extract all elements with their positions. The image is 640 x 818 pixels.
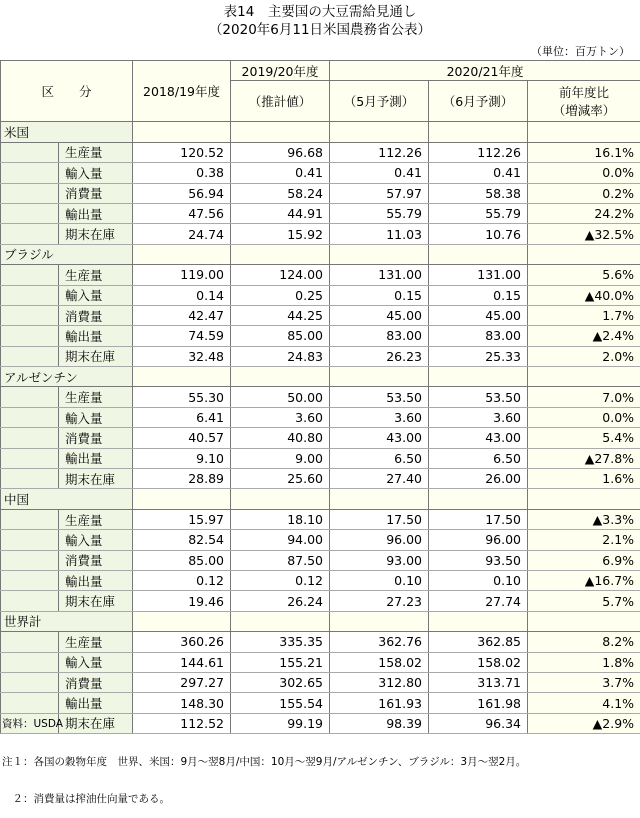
value-cell-v4: 6.50: [429, 448, 528, 468]
empty-cell: [231, 244, 330, 264]
value-cell-v1: 360.26: [133, 632, 231, 652]
table-row: [1, 591, 640, 611]
note-source: 資料：USDA: [2, 718, 526, 731]
value-cell-v3: 158.02: [330, 652, 429, 672]
indent-cell: [1, 530, 59, 550]
indent-cell: [1, 428, 59, 448]
indent-cell: [1, 265, 59, 285]
table-row: [1, 265, 640, 285]
empty-cell: [133, 611, 231, 631]
value-cell-v5: 4.1%: [528, 693, 640, 713]
indent-cell: [1, 346, 59, 366]
header-change: [528, 81, 640, 122]
indent-cell: [1, 224, 59, 244]
item-label: 生産量: [59, 265, 133, 285]
value-cell-v5: ▲2.9%: [528, 713, 640, 733]
table-title: 表14 主要国の大豆需給見通し: [0, 3, 640, 21]
item-label: 輸出量: [59, 448, 133, 468]
indent-cell: [1, 672, 59, 692]
item-label: 輸出量: [59, 693, 133, 713]
value-cell-v4: 25.33: [429, 346, 528, 366]
header-2019: 2019/20年度: [231, 61, 330, 81]
indent-cell: [1, 550, 59, 570]
empty-cell: [429, 611, 528, 631]
value-cell-v2: 24.83: [231, 346, 330, 366]
value-cell-v1: 56.94: [133, 183, 231, 203]
note-1: 注１：各国の穀物年度 世界、米国：9月～翌8月/中国：10月～翌9月/アルゼンチン、ブラジル：3月～翌2月。: [2, 756, 526, 769]
value-cell-v4: 55.79: [429, 203, 528, 223]
soybean-supply-table: [0, 60, 640, 734]
value-cell-v4: 112.26: [429, 142, 528, 162]
value-cell-v5: 1.8%: [528, 652, 640, 672]
item-label: 期末在庫: [59, 346, 133, 366]
note-2: ２：消費量は搾油仕向量である。: [2, 793, 526, 806]
value-cell-v5: ▲27.8%: [528, 448, 640, 468]
value-cell-v4: 10.76: [429, 224, 528, 244]
value-cell-v1: 0.14: [133, 285, 231, 305]
value-cell-v5: 3.7%: [528, 672, 640, 692]
value-cell-v5: ▲3.3%: [528, 509, 640, 529]
header-2019-estimate: （推計値）: [231, 81, 330, 122]
indent-cell: [1, 591, 59, 611]
value-cell-v4: 45.00: [429, 305, 528, 325]
value-cell-v2: 58.24: [231, 183, 330, 203]
value-cell-v2: 3.60: [231, 407, 330, 427]
value-cell-v1: 0.38: [133, 163, 231, 183]
empty-cell: [429, 367, 528, 387]
value-cell-v2: 335.35: [231, 632, 330, 652]
value-cell-v3: 3.60: [330, 407, 429, 427]
country-row: [1, 611, 640, 631]
item-label: 輸出量: [59, 326, 133, 346]
item-label: 期末在庫: [59, 224, 133, 244]
value-cell-v5: ▲16.7%: [528, 570, 640, 590]
item-label: 輸入量: [59, 407, 133, 427]
table-row: [1, 550, 640, 570]
value-cell-v5: 8.2%: [528, 632, 640, 652]
empty-cell: [330, 122, 429, 142]
value-cell-v5: 5.7%: [528, 591, 640, 611]
header-change-label: 前年度比: [528, 83, 640, 101]
value-cell-v1: 9.10: [133, 448, 231, 468]
empty-cell: [429, 122, 528, 142]
empty-cell: [429, 489, 528, 509]
value-cell-v5: 1.7%: [528, 305, 640, 325]
header-change-sub: （増減率）: [528, 101, 640, 119]
value-cell-v4: 131.00: [429, 265, 528, 285]
value-cell-v4: 313.71: [429, 672, 528, 692]
table-row: [1, 326, 640, 346]
empty-cell: [231, 367, 330, 387]
value-cell-v4: 83.00: [429, 326, 528, 346]
indent-cell: [1, 632, 59, 652]
value-cell-v3: 17.50: [330, 509, 429, 529]
table-row: [1, 469, 640, 489]
empty-cell: [429, 244, 528, 264]
value-cell-v2: 85.00: [231, 326, 330, 346]
indent-cell: [1, 469, 59, 489]
value-cell-v2: 26.24: [231, 591, 330, 611]
indent-cell: [1, 305, 59, 325]
value-cell-v2: 9.00: [231, 448, 330, 468]
value-cell-v2: 94.00: [231, 530, 330, 550]
value-cell-v2: 155.21: [231, 652, 330, 672]
table-body: [1, 122, 640, 734]
value-cell-v1: 40.57: [133, 428, 231, 448]
value-cell-v2: 40.80: [231, 428, 330, 448]
value-cell-v3: 57.97: [330, 183, 429, 203]
value-cell-v3: 11.03: [330, 224, 429, 244]
indent-cell: [1, 163, 59, 183]
country-row: [1, 489, 640, 509]
item-label: 輸入量: [59, 163, 133, 183]
value-cell-v1: 144.61: [133, 652, 231, 672]
country-row: [1, 122, 640, 142]
table-row: [1, 224, 640, 244]
value-cell-v3: 0.15: [330, 285, 429, 305]
table-row: [1, 448, 640, 468]
value-cell-v2: 124.00: [231, 265, 330, 285]
value-cell-v3: 112.26: [330, 142, 429, 162]
value-cell-v2: 0.25: [231, 285, 330, 305]
empty-cell: [330, 367, 429, 387]
header-category: 区 分: [1, 61, 133, 122]
value-cell-v4: 96.00: [429, 530, 528, 550]
value-cell-v4: 161.98: [429, 693, 528, 713]
unit-label: （単位：百万トン）: [531, 43, 630, 59]
value-cell-v1: 148.30: [133, 693, 231, 713]
table-row: [1, 509, 640, 529]
item-label: 消費量: [59, 183, 133, 203]
value-cell-v4: 93.50: [429, 550, 528, 570]
empty-cell: [231, 489, 330, 509]
indent-cell: [1, 326, 59, 346]
table-row: [1, 183, 640, 203]
value-cell-v3: 93.00: [330, 550, 429, 570]
value-cell-v1: 112.52: [133, 713, 231, 733]
value-cell-v4: 0.10: [429, 570, 528, 590]
empty-cell: [231, 122, 330, 142]
indent-cell: [1, 570, 59, 590]
value-cell-v1: 82.54: [133, 530, 231, 550]
table-row: [1, 305, 640, 325]
country-name: アルゼンチン: [1, 367, 133, 387]
value-cell-v3: 96.00: [330, 530, 429, 550]
value-cell-v2: 15.92: [231, 224, 330, 244]
item-label: 期末在庫: [59, 591, 133, 611]
value-cell-v5: 5.6%: [528, 265, 640, 285]
item-label: 輸入量: [59, 652, 133, 672]
value-cell-v4: 158.02: [429, 652, 528, 672]
value-cell-v5: 6.9%: [528, 550, 640, 570]
value-cell-v2: 0.41: [231, 163, 330, 183]
table-row: [1, 672, 640, 692]
value-cell-v4: 17.50: [429, 509, 528, 529]
indent-cell: [1, 448, 59, 468]
item-label: 輸出量: [59, 203, 133, 223]
value-cell-v2: 87.50: [231, 550, 330, 570]
table-row: [1, 203, 640, 223]
value-cell-v4: 3.60: [429, 407, 528, 427]
table-row: [1, 428, 640, 448]
empty-cell: [133, 367, 231, 387]
value-cell-v5: 2.0%: [528, 346, 640, 366]
table-row: [1, 163, 640, 183]
value-cell-v3: 6.50: [330, 448, 429, 468]
indent-cell: [1, 387, 59, 407]
empty-cell: [528, 122, 640, 142]
country-name: 世界計: [1, 611, 133, 631]
empty-cell: [330, 611, 429, 631]
table-subtitle: （2020年6月11日米国農務省公表）: [0, 21, 640, 39]
item-label: 期末在庫: [59, 469, 133, 489]
value-cell-v1: 28.89: [133, 469, 231, 489]
value-cell-v3: 161.93: [330, 693, 429, 713]
value-cell-v3: 0.41: [330, 163, 429, 183]
table-row: [1, 530, 640, 550]
value-cell-v1: 47.56: [133, 203, 231, 223]
value-cell-v2: 18.10: [231, 509, 330, 529]
value-cell-v5: 0.0%: [528, 163, 640, 183]
table-row: [1, 142, 640, 162]
item-label: 消費量: [59, 550, 133, 570]
value-cell-v1: 24.74: [133, 224, 231, 244]
country-row: [1, 367, 640, 387]
header-2020: 2020/21年度: [330, 61, 640, 81]
value-cell-v1: 74.59: [133, 326, 231, 346]
value-cell-v3: 53.50: [330, 387, 429, 407]
value-cell-v4: 26.00: [429, 469, 528, 489]
indent-cell: [1, 407, 59, 427]
empty-cell: [330, 244, 429, 264]
indent-cell: [1, 652, 59, 672]
value-cell-v3: 83.00: [330, 326, 429, 346]
value-cell-v4: 58.38: [429, 183, 528, 203]
item-label: 消費量: [59, 672, 133, 692]
notes: [2, 693, 526, 818]
value-cell-v5: 0.0%: [528, 407, 640, 427]
item-label: 輸出量: [59, 570, 133, 590]
item-label: 生産量: [59, 387, 133, 407]
empty-cell: [133, 244, 231, 264]
value-cell-v2: 25.60: [231, 469, 330, 489]
item-label: 輸入量: [59, 285, 133, 305]
value-cell-v4: 27.74: [429, 591, 528, 611]
value-cell-v5: 0.2%: [528, 183, 640, 203]
value-cell-v1: 0.12: [133, 570, 231, 590]
value-cell-v5: 2.1%: [528, 530, 640, 550]
empty-cell: [133, 122, 231, 142]
value-cell-v2: 0.12: [231, 570, 330, 590]
country-name: ブラジル: [1, 244, 133, 264]
value-cell-v3: 98.39: [330, 713, 429, 733]
value-cell-v4: 53.50: [429, 387, 528, 407]
value-cell-v3: 27.23: [330, 591, 429, 611]
header-2018: 2018/19年度: [133, 61, 231, 122]
table-row: [1, 387, 640, 407]
value-cell-v1: 297.27: [133, 672, 231, 692]
value-cell-v4: 0.15: [429, 285, 528, 305]
value-cell-v2: 96.68: [231, 142, 330, 162]
item-label: 生産量: [59, 632, 133, 652]
indent-cell: [1, 203, 59, 223]
value-cell-v5: 7.0%: [528, 387, 640, 407]
empty-cell: [528, 367, 640, 387]
item-label: 生産量: [59, 509, 133, 529]
value-cell-v1: 19.46: [133, 591, 231, 611]
item-label: 期末在庫: [59, 713, 133, 733]
value-cell-v1: 120.52: [133, 142, 231, 162]
item-label: 消費量: [59, 305, 133, 325]
value-cell-v5: 5.4%: [528, 428, 640, 448]
value-cell-v1: 15.97: [133, 509, 231, 529]
value-cell-v3: 362.76: [330, 632, 429, 652]
value-cell-v3: 55.79: [330, 203, 429, 223]
country-name: 米国: [1, 122, 133, 142]
item-label: 生産量: [59, 142, 133, 162]
header-may-forecast: （5月予測）: [330, 81, 429, 122]
value-cell-v1: 55.30: [133, 387, 231, 407]
value-cell-v4: 96.34: [429, 713, 528, 733]
item-label: 輸入量: [59, 530, 133, 550]
header-june-forecast: （6月予測）: [429, 81, 528, 122]
value-cell-v3: 131.00: [330, 265, 429, 285]
value-cell-v5: ▲32.5%: [528, 224, 640, 244]
value-cell-v3: 27.40: [330, 469, 429, 489]
value-cell-v3: 26.23: [330, 346, 429, 366]
value-cell-v5: 16.1%: [528, 142, 640, 162]
value-cell-v2: 44.25: [231, 305, 330, 325]
indent-cell: [1, 285, 59, 305]
value-cell-v2: 99.19: [231, 713, 330, 733]
indent-cell: [1, 142, 59, 162]
table-row: [1, 346, 640, 366]
value-cell-v2: 44.91: [231, 203, 330, 223]
value-cell-v3: 45.00: [330, 305, 429, 325]
value-cell-v1: 6.41: [133, 407, 231, 427]
table-row: [1, 632, 640, 652]
value-cell-v5: ▲2.4%: [528, 326, 640, 346]
value-cell-v5: ▲40.0%: [528, 285, 640, 305]
table-row: [1, 652, 640, 672]
value-cell-v4: 362.85: [429, 632, 528, 652]
value-cell-v2: 50.00: [231, 387, 330, 407]
empty-cell: [528, 611, 640, 631]
value-cell-v3: 43.00: [330, 428, 429, 448]
value-cell-v1: 42.47: [133, 305, 231, 325]
empty-cell: [330, 489, 429, 509]
country-row: [1, 244, 640, 264]
table-row: [1, 570, 640, 590]
item-label: 消費量: [59, 428, 133, 448]
indent-cell: [1, 509, 59, 529]
value-cell-v4: 0.41: [429, 163, 528, 183]
indent-cell: [1, 183, 59, 203]
value-cell-v3: 312.80: [330, 672, 429, 692]
empty-cell: [231, 611, 330, 631]
empty-cell: [528, 244, 640, 264]
value-cell-v1: 32.48: [133, 346, 231, 366]
value-cell-v1: 119.00: [133, 265, 231, 285]
value-cell-v5: 1.6%: [528, 469, 640, 489]
value-cell-v1: 85.00: [133, 550, 231, 570]
value-cell-v2: 155.54: [231, 693, 330, 713]
table-row: [1, 285, 640, 305]
empty-cell: [133, 489, 231, 509]
table-row: [1, 407, 640, 427]
value-cell-v4: 43.00: [429, 428, 528, 448]
country-name: 中国: [1, 489, 133, 509]
value-cell-v5: 24.2%: [528, 203, 640, 223]
value-cell-v3: 0.10: [330, 570, 429, 590]
empty-cell: [528, 489, 640, 509]
value-cell-v2: 302.65: [231, 672, 330, 692]
